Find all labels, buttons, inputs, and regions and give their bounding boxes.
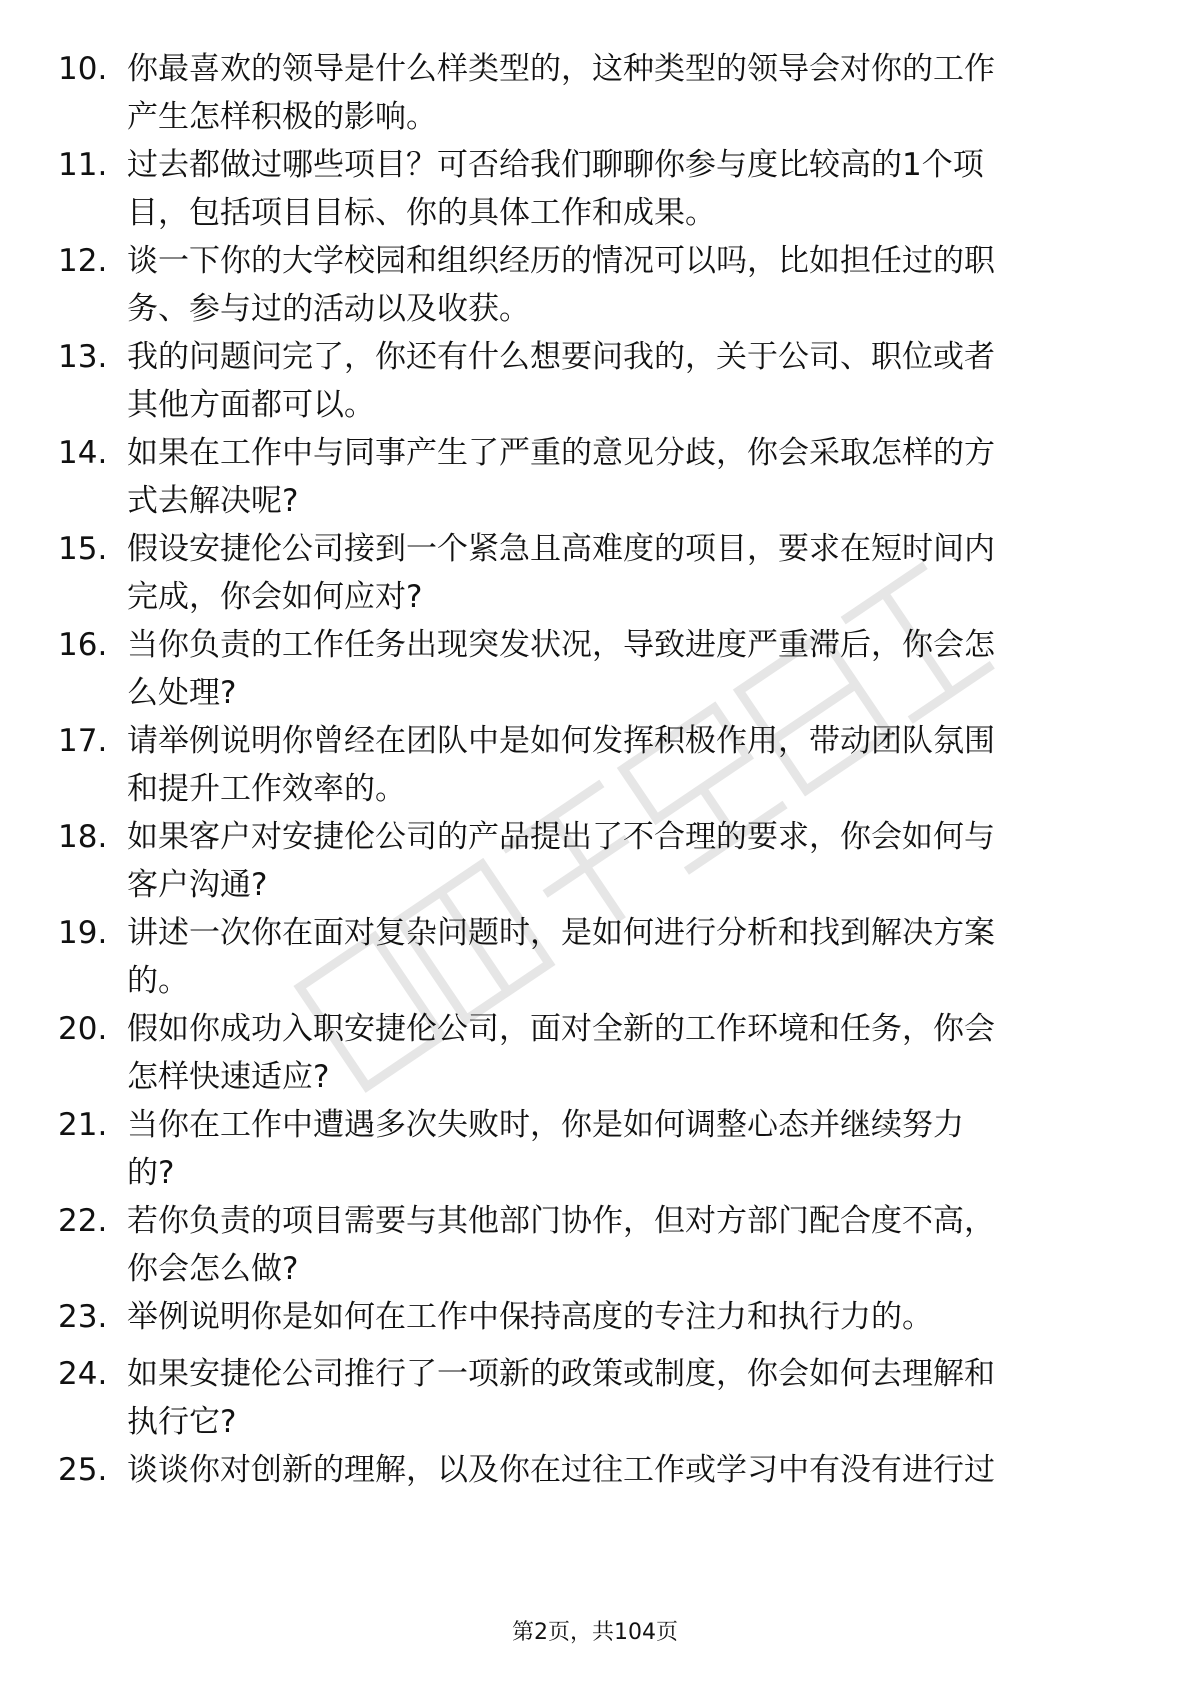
question-number: 15. — [58, 531, 108, 567]
question-text — [127, 1350, 1117, 1446]
question-line: 客户沟通? — [127, 867, 268, 903]
question-number: 10. — [58, 51, 108, 87]
question-text — [127, 333, 1117, 429]
question-line: 其他方面都可以。 — [127, 387, 375, 423]
question-number: 12. — [58, 243, 108, 279]
question-line: 目，包括项目目标、你的具体工作和成果。 — [127, 195, 716, 231]
question-line: 如果安捷伦公司推行了一项新的政策或制度，你会如何去理解和 — [127, 1356, 995, 1392]
question-text — [127, 1005, 1117, 1101]
question-line: 的。 — [127, 963, 189, 999]
question-line: 和提升工作效率的。 — [127, 771, 406, 807]
question-text — [127, 1101, 1117, 1197]
question-number: 20. — [58, 1011, 108, 1047]
question-number: 11. — [58, 147, 108, 183]
question-line: 若你负责的项目需要与其他部门协作，但对方部门配合度不高， — [127, 1203, 995, 1239]
question-number: 19. — [58, 915, 108, 951]
question-line: 执行它? — [127, 1404, 237, 1440]
question-number: 16. — [58, 627, 108, 663]
question-text — [127, 621, 1117, 717]
question-text — [127, 1197, 1117, 1293]
question-number: 14. — [58, 435, 108, 471]
question-text — [127, 1446, 1117, 1494]
question-line: 产生怎样积极的影响。 — [127, 99, 437, 135]
question-line: 谈谈你对创新的理解，以及你在过往工作或学习中有没有进行过 — [127, 1452, 995, 1488]
question-number: 13. — [58, 339, 108, 375]
question-line: 过去都做过哪些项目？可否给我们聊聊你参与度比较高的1个项 — [127, 147, 984, 183]
question-text — [127, 717, 1117, 813]
question-line: 怎样快速适应? — [127, 1059, 330, 1095]
question-text — [127, 525, 1117, 621]
question-line: 举例说明你是如何在工作中保持高度的专注力和执行力的。 — [127, 1299, 933, 1335]
question-line: 我的问题问完了，你还有什么想要问我的，关于公司、职位或者 — [127, 339, 995, 375]
question-line: 务、参与过的活动以及收获。 — [127, 291, 530, 327]
question-text — [127, 141, 1117, 237]
question-text — [127, 429, 1117, 525]
question-text — [127, 45, 1117, 141]
question-line: 如果客户对安捷伦公司的产品提出了不合理的要求，你会如何与 — [127, 819, 995, 855]
question-number: 25. — [58, 1452, 108, 1488]
page-number: 第2页，共104页 — [512, 1620, 678, 1645]
question-line: 你会怎么做? — [127, 1251, 299, 1287]
question-line: 谈一下你的大学校园和组织经历的情况可以吗，比如担任过的职 — [127, 243, 995, 279]
question-line: 当你负责的工作任务出现突发状况，导致进度严重滞后，你会怎 — [127, 627, 995, 663]
question-number: 23. — [58, 1299, 108, 1335]
question-line: 么处理? — [127, 675, 237, 711]
question-text — [127, 909, 1117, 1005]
question-number: 17. — [58, 723, 108, 759]
question-number: 22. — [58, 1203, 108, 1239]
question-line: 你最喜欢的领导是什么样类型的，这种类型的领导会对你的工作 — [127, 51, 995, 87]
question-text — [127, 237, 1117, 333]
question-line: 完成，你会如何应对? — [127, 579, 423, 615]
question-line: 式去解决呢? — [127, 483, 299, 519]
question-line: 假设安捷伦公司接到一个紧急且高难度的项目，要求在短时间内 — [127, 531, 995, 567]
question-number: 21. — [58, 1107, 108, 1143]
question-text — [127, 813, 1117, 909]
question-line: 的? — [127, 1155, 175, 1191]
question-line: 当你在工作中遭遇多次失败时，你是如何调整心态并继续努力 — [127, 1107, 964, 1143]
question-line: 请举例说明你曾经在团队中是如何发挥积极作用，带动团队氛围 — [127, 723, 995, 759]
question-line: 如果在工作中与同事产生了严重的意见分歧，你会采取怎样的方 — [127, 435, 995, 471]
question-text — [127, 1293, 1117, 1341]
question-line: 假如你成功入职安捷伦公司，面对全新的工作环境和任务，你会 — [127, 1011, 995, 1047]
question-number: 18. — [58, 819, 108, 855]
question-line: 讲述一次你在面对复杂问题时，是如何进行分析和找到解决方案 — [127, 915, 995, 951]
question-number: 24. — [58, 1356, 108, 1392]
